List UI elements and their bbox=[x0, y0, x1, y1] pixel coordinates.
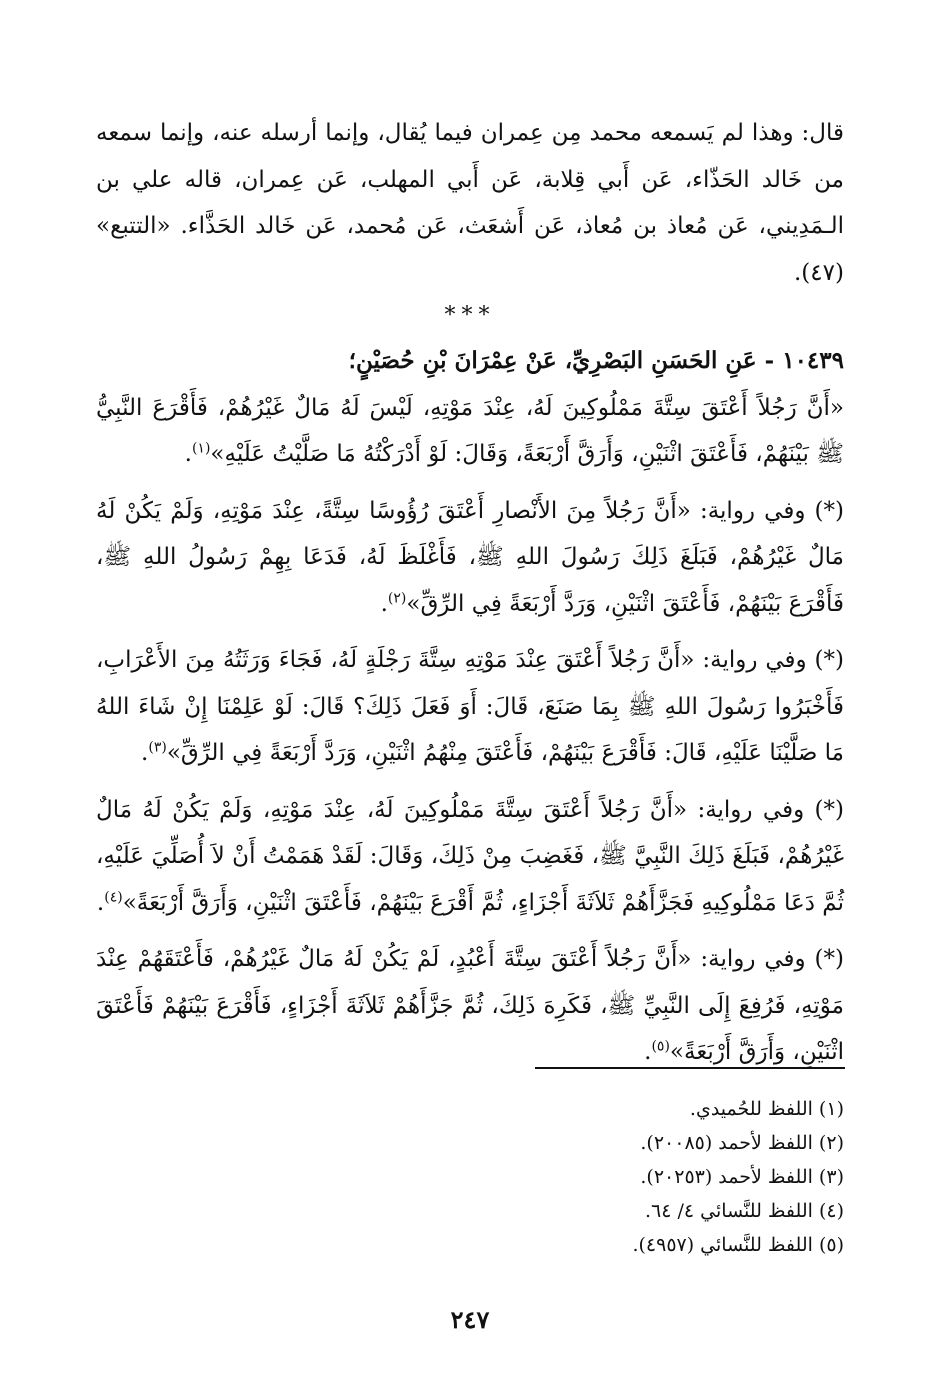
footnote-reference[interactable]: (٤) bbox=[104, 888, 123, 905]
narration-paragraph bbox=[96, 936, 844, 1076]
footnote-reference[interactable]: (٥) bbox=[651, 1038, 670, 1055]
footnote-item: (١) اللفظ للحُميدي. bbox=[689, 1098, 844, 1120]
narration-tail: . bbox=[184, 441, 192, 467]
main-text-block bbox=[96, 110, 844, 1086]
narration-text: (*) وفي رواية: «أَنَّ رَجُلاً أَعْتَقَ سِتَّةَ مَمْلُوكِينَ لَهُ، عِنْدَ مَوْتِهِ، وَلَمْ يَكُنْ لَهُ مَالٌ غَيْرُهُمْ، فَبَلَغَ ذَلِكَ النَّبِيَّ ﷺ، فَغَضِبَ مِنْ ذَلِكَ، وَقَالَ: لَقَدْ هَمَمْتُ أَنْ لاَ أُصَلِّيَ عَلَيْهِ، ثُمَّ دَعَا مَمْلُوكِيهِ فَجَزَّأَهُمْ ثَلاَثَةَ أَجْزَاءٍ، ثُمَّ أَقْرَعَ بَيْنَهُمْ، فَأَعْتَقَ اثْنَيْنِ، وَأَرَقَّ أَرْبَعَةً» bbox=[96, 796, 844, 916]
hadith-heading: ١٠٤٣٩ - عَنِ الحَسَنِ البَصْرِيِّ، عَنْ عِمْرَانَ بْنِ حُصَيْنٍ؛ bbox=[348, 347, 844, 374]
narration-text: (*) وفي رواية: «أَنَّ رَجُلاً أَعْتَقَ سِتَّةَ أَعْبُدٍ، لَمْ يَكُنْ لَهُ مَالٌ غَيْرُهُمْ، فَأَعْتَقَهُمْ عِنْدَ مَوْتِهِ، فَرُفِعَ إِلَى النَّبِيِّ ﷺ، فَكَرِهَ ذَلِكَ، ثُمَّ جَزَّأَهُمْ ثَلاَثَةَ أَجْزَاءٍ، فَأَقْرَعَ بَيْنَهُمْ فَأَعْتَقَ اثْنَيْنِ، وَأَرَقَّ أَرْبَعَةً» bbox=[96, 946, 844, 1065]
footnote-reference[interactable]: (٢) bbox=[387, 589, 407, 606]
narration-tail: . bbox=[644, 1039, 652, 1065]
footnote-separator-rule bbox=[535, 1067, 845, 1069]
page-number: ٢٤٧ bbox=[450, 1305, 490, 1334]
footnote-item: (٥) اللفظ للنَّسائي (٤٩٥٧). bbox=[632, 1234, 844, 1256]
narration-tail: . bbox=[380, 590, 388, 617]
narration-text: «أَنَّ رَجُلاً أَعْتَقَ سِتَّةَ مَمْلُوكِينَ لَهُ، عِنْدَ مَوْتِهِ، لَيْسَ لَهُ مَالٌ غَيْرُهُمْ، فَأَقْرَعَ النَّبِيُّ ﷺ بَيْنَهُمْ، فَأَعْتَقَ اثْنَيْنِ، وَأَرَقَّ أَرْبَعَةً، وَقَالَ: لَوْ أَدْرَكْتُهُ مَا صَلَّيْتُ عَلَيْهِ» bbox=[96, 394, 844, 467]
narration-text: (*) وفي رواية: «أَنَّ رَجُلاً أَعْتَقَ عِنْدَ مَوْتِهِ سِتَّةَ رَجْلَةٍ لَهُ، فَجَاءَ وَرَثَتُهُ مِنَ الأَعْرَابِ، فَأَخْبَرُوا رَسُولَ اللهِ ﷺ بِمَا صَنَعَ، قَالَ: أَوَ فَعَلَ ذَلِكَ؟ قَالَ: لَوْ عَلِمْنَا إِنْ شَاءَ اللهُ مَا صَلَّيْنَا عَلَيْهِ، قَالَ: فَأَقْرَعَ بَيْنَهُمْ، فَأَعْتَقَ مِنْهُمُ اثْنَيْنِ، وَرَدَّ أَرْبَعَةً فِي الرِّقِّ» bbox=[96, 647, 844, 766]
intro-text: قال: وهذا لم يَسمعه محمد مِن عِمران فيما يُقال، وإنما أرسله عنه، وإنما سمعه من خَالد الحَذّاء، عَن أَبي قِلابة، عَن أَبي المهلب، عَن عِمران، قاله علي بن الـمَدِيني، عَن مُعاذ بن مُعاذ، عَن أَشعَث، عَن مُحمد، عَن خَالد الحَذَّاء. «التتبع» (٤٧). bbox=[96, 120, 844, 286]
section-separator: *** bbox=[444, 303, 496, 328]
hadith-main-text bbox=[96, 385, 844, 478]
footnote-item: (٣) اللفظ لأحمد (٢٠٢٥٣). bbox=[640, 1166, 844, 1188]
narration-paragraph bbox=[96, 637, 844, 777]
footnote-reference[interactable]: (١) bbox=[191, 440, 211, 457]
intro-paragraph bbox=[96, 110, 844, 296]
narration-tail: . bbox=[96, 889, 105, 916]
footnote-reference[interactable]: (٣) bbox=[148, 739, 167, 756]
footnotes-block bbox=[400, 1092, 844, 1262]
narration-tail: . bbox=[141, 740, 149, 766]
footnote-item: (٢) اللفظ لأحمد (٢٠٠٨٥). bbox=[640, 1132, 844, 1154]
narration-paragraph bbox=[96, 787, 844, 927]
narration-text: (*) وفي رواية: «أَنَّ رَجُلاً مِنَ الأَنْصارِ أَعْتَقَ رُؤُوسًا سِتَّةً، عِنْدَ مَوْتِهِ، وَلَمْ يَكُنْ لَهُ مَالٌ غَيْرُهُمْ، فَبَلَغَ ذَلِكَ رَسُولَ اللهِ ﷺ، فَأَغْلَظَ لَهُ، فَدَعَا بِهِمْ رَسُولُ اللهِ ﷺ، فَأَقْرَعَ بَيْنَهُمْ، فَأَعْتَقَ اثْنَيْنِ، وَرَدَّ أَرْبَعَةً فِي الرِّقِّ» bbox=[96, 497, 844, 617]
footnote-item: (٤) اللفظ للنَّسائي ٤/ ٦٤. bbox=[645, 1200, 844, 1222]
narration-paragraph bbox=[96, 488, 844, 628]
